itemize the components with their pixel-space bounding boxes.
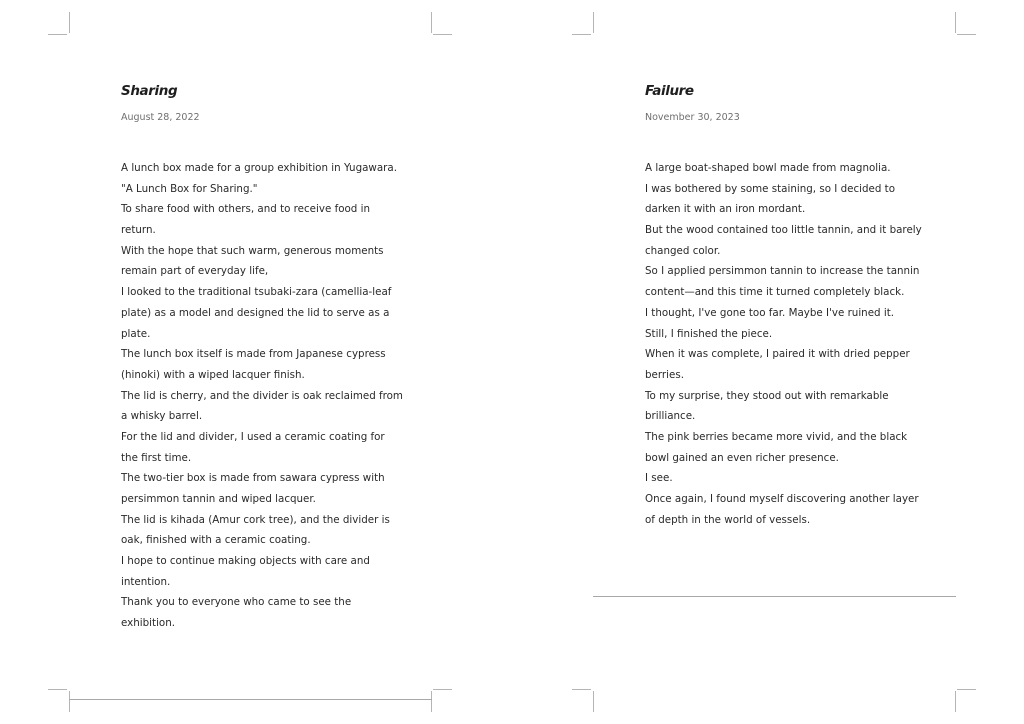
- body-line: When it was complete, I paired it with dried pepper: [645, 348, 910, 361]
- article-page-left: [69, 0, 431, 724]
- body-line: The pink berries became more vivid, and the black: [645, 430, 908, 443]
- body-line: For the lid and divider, I used a ceramic coating for: [121, 430, 385, 443]
- crop-mark: [431, 12, 432, 33]
- body-line: (hinoki) with a wiped lacquer finish.: [121, 368, 305, 381]
- body-line: intention.: [121, 575, 171, 588]
- article-date: November 30, 2023: [645, 112, 740, 123]
- body-line: I was bothered by some staining, so I decided to: [645, 182, 895, 195]
- body-line: exhibition.: [121, 617, 176, 630]
- body-line: The lunch box itself is made from Japanese cypress: [121, 348, 386, 361]
- body-line: But the wood contained too little tannin, and it barely: [645, 224, 922, 237]
- body-line: a whisky barrel.: [121, 410, 203, 423]
- crop-mark: [957, 689, 976, 690]
- body-line: Thank you to everyone who came to see the: [121, 596, 352, 609]
- body-line: Still, I finished the piece.: [645, 327, 773, 340]
- body-line: To my surprise, they stood out with remarkable: [645, 389, 889, 402]
- body-line: brilliance.: [645, 410, 696, 423]
- body-line: Once again, I found myself discovering another layer: [645, 493, 919, 505]
- crop-mark: [433, 689, 452, 690]
- body-line: bowl gained an even richer presence.: [645, 451, 839, 464]
- body-line: A lunch box made for a group exhibition in Yugawara.: [121, 162, 397, 174]
- body-line: I see.: [645, 472, 673, 485]
- body-line: With the hope that such warm, generous moments: [121, 244, 384, 257]
- body-line: darken it with an iron mordant.: [645, 203, 806, 216]
- crop-mark: [955, 691, 956, 712]
- article-page-right: [593, 0, 955, 724]
- crop-mark: [431, 691, 432, 712]
- body-line: of depth in the world of vessels.: [645, 513, 811, 526]
- article-title: Failure: [645, 83, 694, 99]
- body-line: I hope to continue making objects with care and: [121, 555, 370, 568]
- body-line: A large boat-shaped bowl made from magnolia.: [645, 162, 891, 174]
- crop-mark: [433, 34, 452, 35]
- body-line: oak, finished with a ceramic coating.: [121, 534, 311, 547]
- body-line: plate.: [121, 327, 151, 340]
- article-body: [121, 158, 401, 634]
- body-line: So I applied persimmon tannin to increase the tannin: [645, 265, 920, 278]
- body-line: berries.: [645, 368, 684, 381]
- crop-mark: [955, 12, 956, 33]
- crop-mark: [48, 34, 67, 35]
- article-date: August 28, 2022: [121, 112, 200, 123]
- body-line: I looked to the traditional tsubaki-zara (camellia-leaf: [121, 286, 392, 299]
- body-line: content—and this time it turned completely black.: [645, 286, 905, 299]
- body-line: return.: [121, 224, 156, 237]
- body-line: The lid is cherry, and the divider is oak reclaimed from: [121, 389, 403, 402]
- crop-mark: [572, 34, 591, 35]
- body-line: The two-tier box is made from sawara cypress with: [121, 472, 385, 485]
- crop-mark: [572, 689, 591, 690]
- crop-mark: [48, 689, 67, 690]
- body-line: To share food with others, and to receive food in: [121, 203, 370, 216]
- crop-mark: [957, 34, 976, 35]
- body-line: the first time.: [121, 451, 192, 464]
- body-line: persimmon tannin and wiped lacquer.: [121, 493, 316, 505]
- body-line: "A Lunch Box for Sharing.": [121, 182, 258, 195]
- body-line: changed color.: [645, 244, 721, 257]
- body-line: The lid is kihada (Amur cork tree), and the divider is: [121, 513, 390, 526]
- body-line: remain part of everyday life,: [121, 265, 269, 278]
- article-title: Sharing: [121, 83, 178, 99]
- body-line: I thought, I've gone too far. Maybe I've ruined it.: [645, 306, 895, 319]
- article-body: [645, 158, 925, 530]
- body-line: plate) as a model and designed the lid to serve as a: [121, 306, 390, 319]
